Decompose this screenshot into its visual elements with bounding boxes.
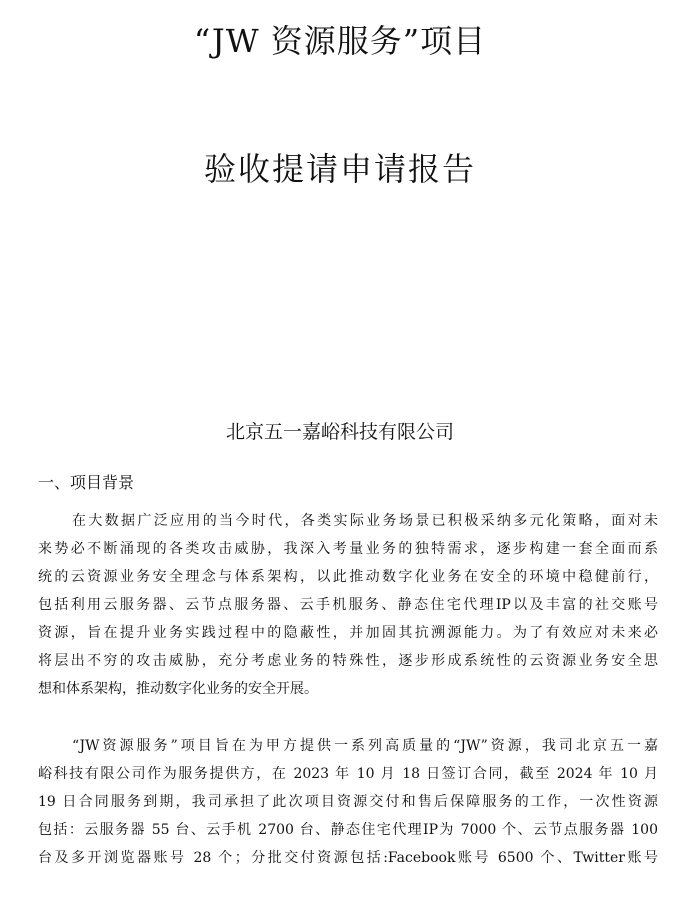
report-title-line-1: “JW 资源服务”项目 — [193, 22, 487, 60]
paragraph-line: 来势必不断涌现的各类攻击威胁，我深入考量业务的独特需求，逐步构建一套全面而系 — [38, 541, 658, 557]
paragraph-line: 统的云资源业务安全理念与体系架构，以此推动数字化业务在安全的环境中稳健前行， — [38, 569, 658, 585]
paragraph-background-2 — [38, 732, 658, 872]
paragraph-line: 想和体系架构，推动数字化业务的安全开展。 — [38, 681, 318, 697]
section-heading-background: 一、项目背景 — [38, 473, 135, 492]
paragraph-line: 峪科技有限公司作为服务提供方，在 2023 年 10 月 18 日签订合同，截至 2024 年 10 月 — [38, 766, 658, 782]
company-name: 北京五一嘉峪科技有限公司 — [225, 421, 454, 443]
paragraph-line: 资源，旨在提升业务实践过程中的隐蔽性，并加固其抗溯源能力。为了有效应对未来必 — [38, 625, 658, 641]
paragraph-line: 台及多开浏览器账号 28 个；分批交付资源包括:Facebook账号 6500 个、Twitter账号 — [38, 850, 658, 866]
paragraph-line: 包括：云服务器 55 台、云手机 2700 台、静态住宅代理IP为 7000 个、云节点服务器 100 — [38, 822, 658, 838]
report-title-line-2: 验收提请申请报告 — [203, 150, 476, 188]
paragraph-line: 19 日合同服务到期，我司承担了此次项目资源交付和售后保障服务的工作，一次性资源 — [38, 794, 658, 810]
paragraph-line: 包括利用云服务器、云节点服务器、云手机服务、静态住宅代理IP以及丰富的社交账号 — [38, 597, 658, 613]
paragraph-background-1 — [38, 507, 658, 703]
paragraph-line: 将层出不穷的攻击威胁，充分考虑业务的特殊性，逐步形成系统性的云资源业务安全思 — [38, 653, 658, 669]
paragraph-line: “JW资源服务”项目旨在为甲方提供一系列高质量的“JW”资源，我司北京五一嘉 — [72, 738, 658, 754]
paragraph-line: 在大数据广泛应用的当今时代，各类实际业务场景已积极采纳多元化策略，面对未 — [72, 513, 658, 529]
